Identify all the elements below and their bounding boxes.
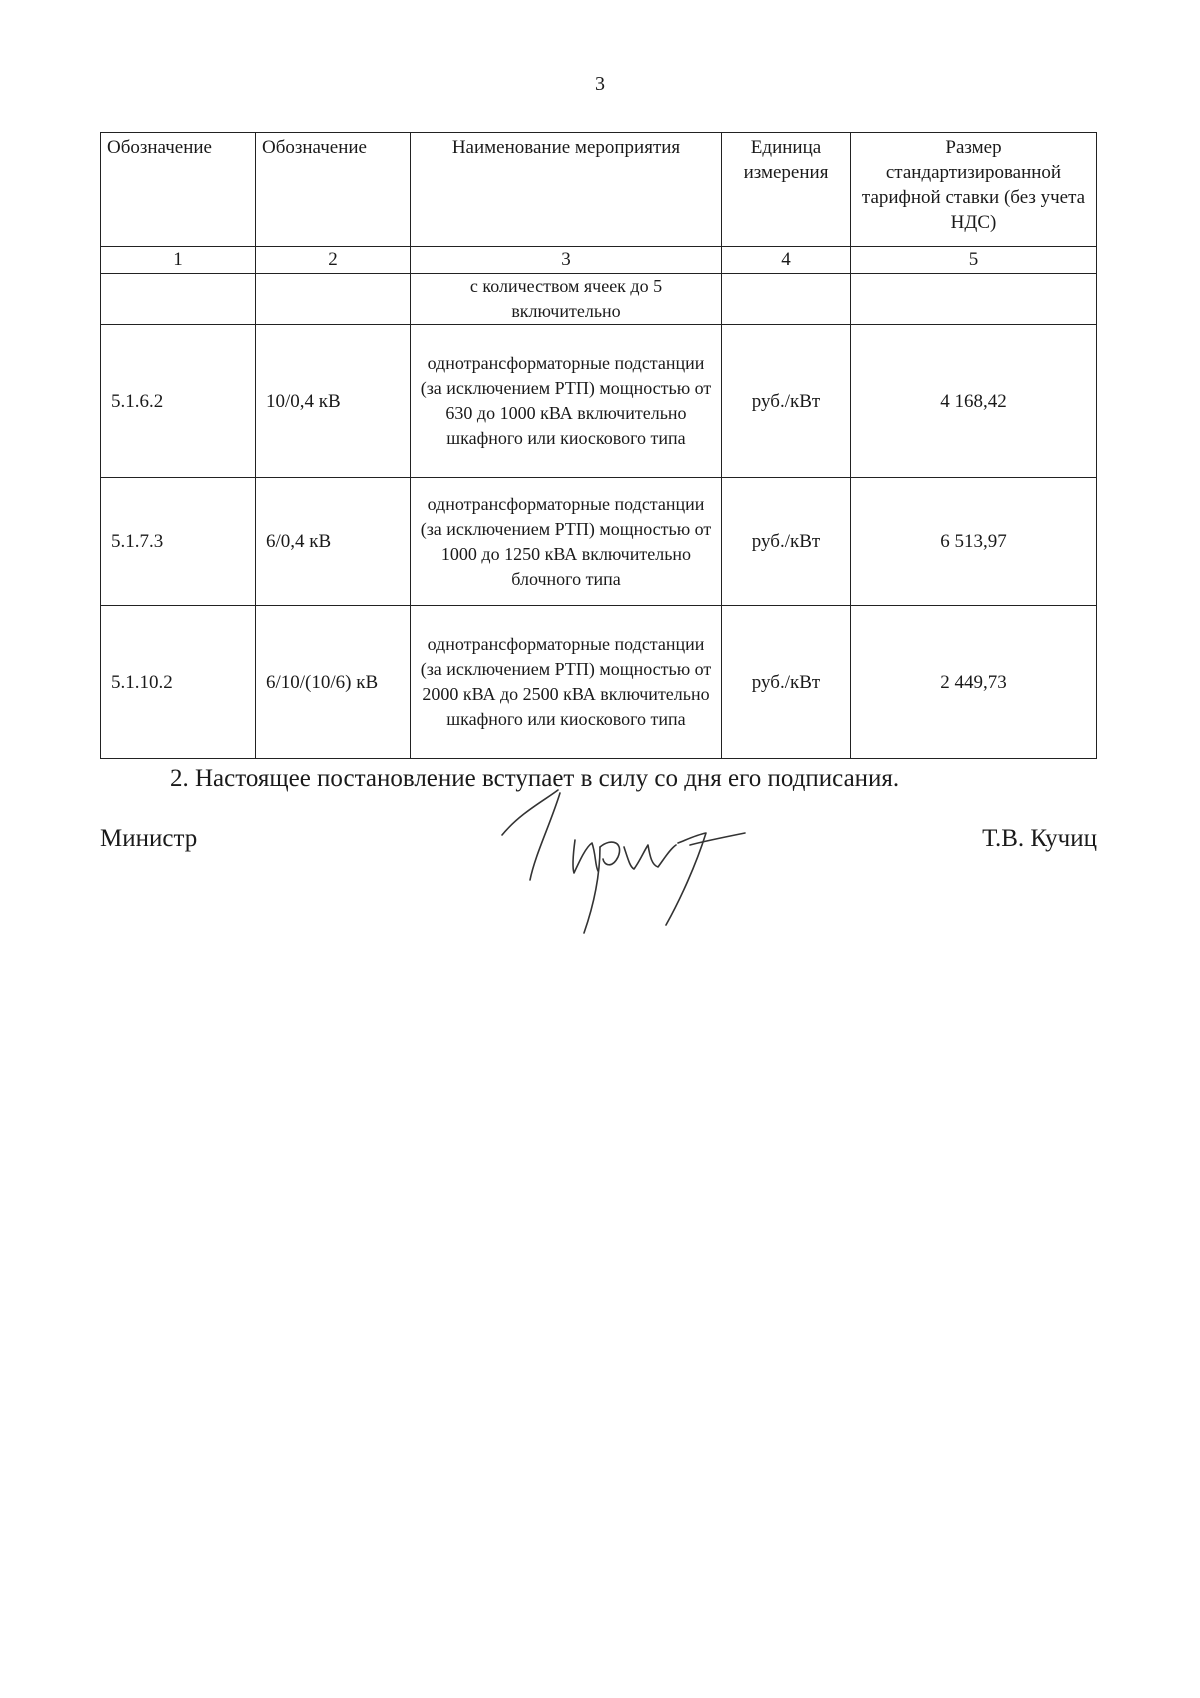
handwritten-signature — [500, 785, 790, 935]
table-header-row — [101, 133, 1097, 247]
page-number: 3 — [595, 73, 605, 95]
header-designation-2: Обозначение — [256, 133, 411, 247]
cell-voltage: 6/0,4 кВ — [256, 478, 411, 606]
table-row — [101, 478, 1097, 606]
cell-unit: руб./кВт — [722, 478, 851, 606]
tariff-table — [100, 132, 1097, 759]
cell-rate: 6 513,97 — [851, 478, 1097, 606]
cell-rate — [851, 274, 1097, 325]
table-row — [101, 325, 1097, 478]
cell-code: 5.1.7.3 — [101, 478, 256, 606]
cell-code: 5.1.10.2 — [101, 606, 256, 759]
column-number: 5 — [851, 247, 1097, 274]
column-number: 3 — [411, 247, 722, 274]
cell-voltage: 10/0,4 кВ — [256, 325, 411, 478]
cell-code — [101, 274, 256, 325]
signatory-name: Т.В. Кучиц — [982, 825, 1097, 852]
table-row — [101, 606, 1097, 759]
cell-rate: 4 168,42 — [851, 325, 1097, 478]
table-row — [101, 274, 1097, 325]
header-unit: Единица измерения — [722, 133, 851, 247]
cell-unit — [722, 274, 851, 325]
cell-measure-name: однотрансформаторные подстанции (за исключением РТП) мощностью от 630 до 1000 кВА включительно шкафного или киоскового типа — [411, 325, 722, 478]
column-number: 1 — [101, 247, 256, 274]
column-number-row — [101, 247, 1097, 274]
header-measure-name: Наименование мероприятия — [411, 133, 722, 247]
cell-rate: 2 449,73 — [851, 606, 1097, 759]
cell-measure-name: однотрансформаторные подстанции (за исключением РТП) мощностью от 1000 до 1250 кВА включительно блочного типа — [411, 478, 722, 606]
column-number: 4 — [722, 247, 851, 274]
signatory-title: Министр — [100, 825, 198, 852]
cell-unit: руб./кВт — [722, 606, 851, 759]
cell-code: 5.1.6.2 — [101, 325, 256, 478]
cell-voltage: 6/10/(10/6) кВ — [256, 606, 411, 759]
effective-date-clause: 2. Настоящее постановление вступает в силу со дня его подписания. — [170, 765, 900, 792]
header-rate: Размер стандартизированной тарифной ставки (без учета НДС) — [851, 133, 1097, 247]
header-designation-1: Обозначение — [101, 133, 256, 247]
column-number: 2 — [256, 247, 411, 274]
cell-voltage — [256, 274, 411, 325]
cell-measure-name: однотрансформаторные подстанции (за исключением РТП) мощностью от 2000 кВА до 2500 кВА включительно шкафного или киоскового типа — [411, 606, 722, 759]
cell-unit: руб./кВт — [722, 325, 851, 478]
cell-measure-name: с количеством ячеек до 5 включительно — [411, 274, 722, 325]
